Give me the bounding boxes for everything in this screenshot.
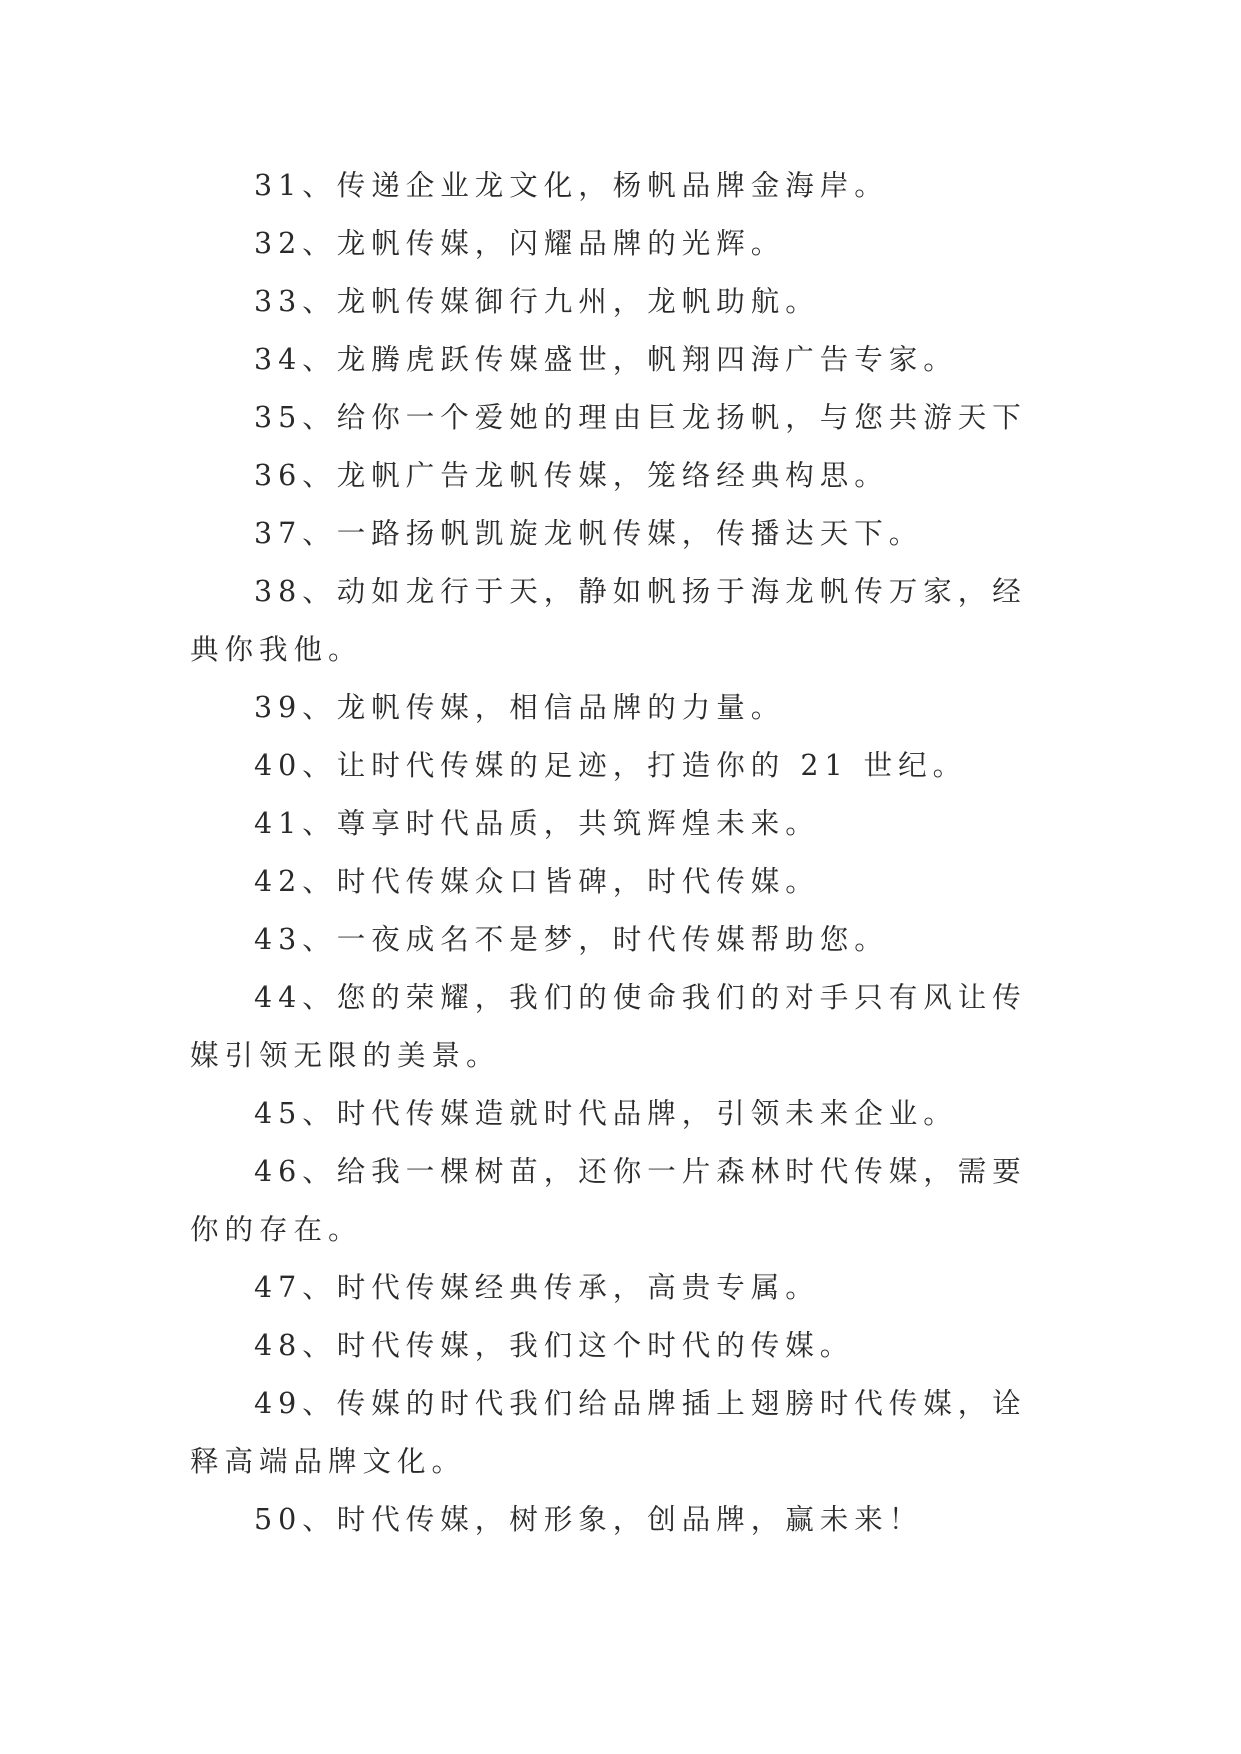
slogan-item-47: 47、时代传媒经典传承，高贵专属。 bbox=[254, 1271, 820, 1304]
slogan-item-48: 48、时代传媒，我们这个时代的传媒。 bbox=[254, 1329, 855, 1362]
slogan-item-40: 40、让时代传媒的足迹，打造你的 21 世纪。 bbox=[254, 749, 968, 782]
slogan-item-33: 33、龙帆传媒御行九州，龙帆助航。 bbox=[254, 285, 820, 318]
slogan-item-35: 35、给你一个爱她的理由巨龙扬帆，与您共游天下 bbox=[254, 401, 1027, 434]
slogan-item-42: 42、时代传媒众口皆碑，时代传媒。 bbox=[254, 865, 820, 898]
slogan-item-39: 39、龙帆传媒，相信品牌的力量。 bbox=[254, 691, 786, 724]
slogan-item-49: 49、传媒的时代我们给品牌插上翅膀时代传媒，诠释高端品牌文化。 bbox=[190, 1387, 1027, 1478]
slogan-item-36: 36、龙帆广告龙帆传媒，笼络经典构思。 bbox=[254, 459, 889, 492]
slogan-item-37: 37、一路扬帆凯旋龙帆传媒，传播达天下。 bbox=[254, 517, 924, 550]
slogan-item-38: 38、动如龙行于天，静如帆扬于海龙帆传万家，经典你我他。 bbox=[190, 575, 1027, 666]
slogan-item-46: 46、给我一棵树苗，还你一片森林时代传媒，需要你的存在。 bbox=[190, 1155, 1027, 1246]
slogan-item-45: 45、时代传媒造就时代品牌，引领未来企业。 bbox=[254, 1097, 958, 1130]
slogan-item-32: 32、龙帆传媒，闪耀品牌的光辉。 bbox=[254, 227, 786, 260]
slogan-item-43: 43、一夜成名不是梦，时代传媒帮助您。 bbox=[254, 923, 889, 956]
slogan-item-50: 50、时代传媒，树形象，创品牌，赢未来！ bbox=[254, 1503, 924, 1536]
slogan-item-34: 34、龙腾虎跃传媒盛世，帆翔四海广告专家。 bbox=[254, 343, 958, 376]
slogan-item-44: 44、您的荣耀，我们的使命我们的对手只有风让传媒引领无限的美景。 bbox=[190, 981, 1027, 1072]
document-body bbox=[190, 157, 1045, 1549]
slogan-item-31: 31、传递企业龙文化，杨帆品牌金海岸。 bbox=[254, 169, 889, 202]
slogan-item-41: 41、尊享时代品质，共筑辉煌未来。 bbox=[254, 807, 820, 840]
